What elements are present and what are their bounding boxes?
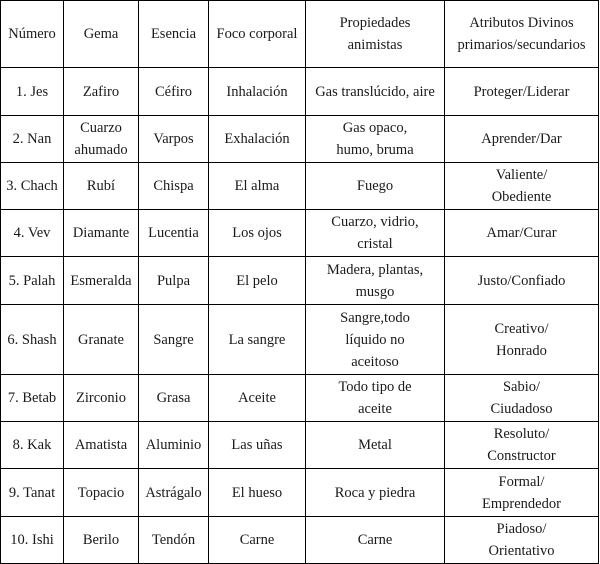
cell-gem: Cuarzo ahumado — [64, 116, 139, 163]
cell-essence: Grasa — [139, 375, 209, 422]
cell-animist-properties: Roca y piedra — [306, 469, 445, 517]
cell-divine-attributes: Amar/Curar — [445, 210, 599, 257]
table-row — [1, 422, 599, 469]
table-row — [1, 163, 599, 210]
cell-gem: Zafiro — [64, 68, 139, 116]
cell-animist-properties: Metal — [306, 422, 445, 469]
cell-divine-attributes: Proteger/Liderar — [445, 68, 599, 116]
cell-essence: Varpos — [139, 116, 209, 163]
header-cell-number: Número — [1, 1, 64, 68]
cell-essence: Tendón — [139, 517, 209, 564]
cell-gem: Granate — [64, 305, 139, 375]
table-row — [1, 257, 599, 305]
cell-number: 6. Shash — [1, 305, 64, 375]
cell-animist-properties: Cuarzo, vidrio, cristal — [306, 210, 445, 257]
cell-animist-properties: Gas translúcido, aire — [306, 68, 445, 116]
cell-animist-properties: Fuego — [306, 163, 445, 210]
cell-divine-attributes: Resoluto/ Constructor — [445, 422, 599, 469]
cell-number: 1. Jes — [1, 68, 64, 116]
cell-body-focus: El pelo — [209, 257, 306, 305]
table-row — [1, 68, 599, 116]
header-cell-essence: Esencia — [139, 1, 209, 68]
cell-divine-attributes: Valiente/ Obediente — [445, 163, 599, 210]
cell-gem: Rubí — [64, 163, 139, 210]
header-row — [1, 1, 599, 68]
cell-body-focus: Los ojos — [209, 210, 306, 257]
cell-divine-attributes: Aprender/Dar — [445, 116, 599, 163]
cell-divine-attributes: Creativo/ Honrado — [445, 305, 599, 375]
cell-number: 7. Betab — [1, 375, 64, 422]
table-row — [1, 210, 599, 257]
cell-gem: Zirconio — [64, 375, 139, 422]
cell-gem: Topacio — [64, 469, 139, 517]
cell-essence: Aluminio — [139, 422, 209, 469]
cell-number: 4. Vev — [1, 210, 64, 257]
cell-number: 10. Ishi — [1, 517, 64, 564]
cell-gem: Esmeralda — [64, 257, 139, 305]
cell-body-focus: Inhalación — [209, 68, 306, 116]
header-cell-animist-properties: Propiedades animistas — [306, 1, 445, 68]
cell-number: 8. Kak — [1, 422, 64, 469]
cell-number: 2. Nan — [1, 116, 64, 163]
cell-body-focus: El alma — [209, 163, 306, 210]
cell-body-focus: Exhalación — [209, 116, 306, 163]
cell-divine-attributes: Justo/Confiado — [445, 257, 599, 305]
cell-essence: Pulpa — [139, 257, 209, 305]
cell-animist-properties: Madera, plantas, musgo — [306, 257, 445, 305]
cell-gem: Amatista — [64, 422, 139, 469]
cell-body-focus: Aceite — [209, 375, 306, 422]
cell-number: 3. Chach — [1, 163, 64, 210]
table-row — [1, 305, 599, 375]
cell-essence: Lucentia — [139, 210, 209, 257]
cell-animist-properties: Sangre,todo líquido no aceitoso — [306, 305, 445, 375]
cell-divine-attributes: Formal/ Emprendedor — [445, 469, 599, 517]
cell-animist-properties: Gas opaco, humo, bruma — [306, 116, 445, 163]
cell-essence: Sangre — [139, 305, 209, 375]
cell-number: 5. Palah — [1, 257, 64, 305]
cell-essence: Astrágalo — [139, 469, 209, 517]
cell-body-focus: Carne — [209, 517, 306, 564]
cell-body-focus: El hueso — [209, 469, 306, 517]
cell-animist-properties: Carne — [306, 517, 445, 564]
cell-body-focus: Las uñas — [209, 422, 306, 469]
table-row — [1, 469, 599, 517]
header-cell-body-focus: Foco corporal — [209, 1, 306, 68]
cell-gem: Diamante — [64, 210, 139, 257]
cell-number: 9. Tanat — [1, 469, 64, 517]
table-row — [1, 375, 599, 422]
header-cell-gem: Gema — [64, 1, 139, 68]
cell-essence: Céfiro — [139, 68, 209, 116]
table-row — [1, 116, 599, 163]
cell-body-focus: La sangre — [209, 305, 306, 375]
cell-animist-properties: Todo tipo de aceite — [306, 375, 445, 422]
cell-essence: Chispa — [139, 163, 209, 210]
cell-divine-attributes: Sabio/ Ciudadoso — [445, 375, 599, 422]
table-row — [1, 517, 599, 564]
cell-divine-attributes: Piadoso/ Orientativo — [445, 517, 599, 564]
header-cell-divine-attributes: Atributos Divinos primarios/secundarios — [445, 1, 599, 68]
cell-gem: Berilo — [64, 517, 139, 564]
